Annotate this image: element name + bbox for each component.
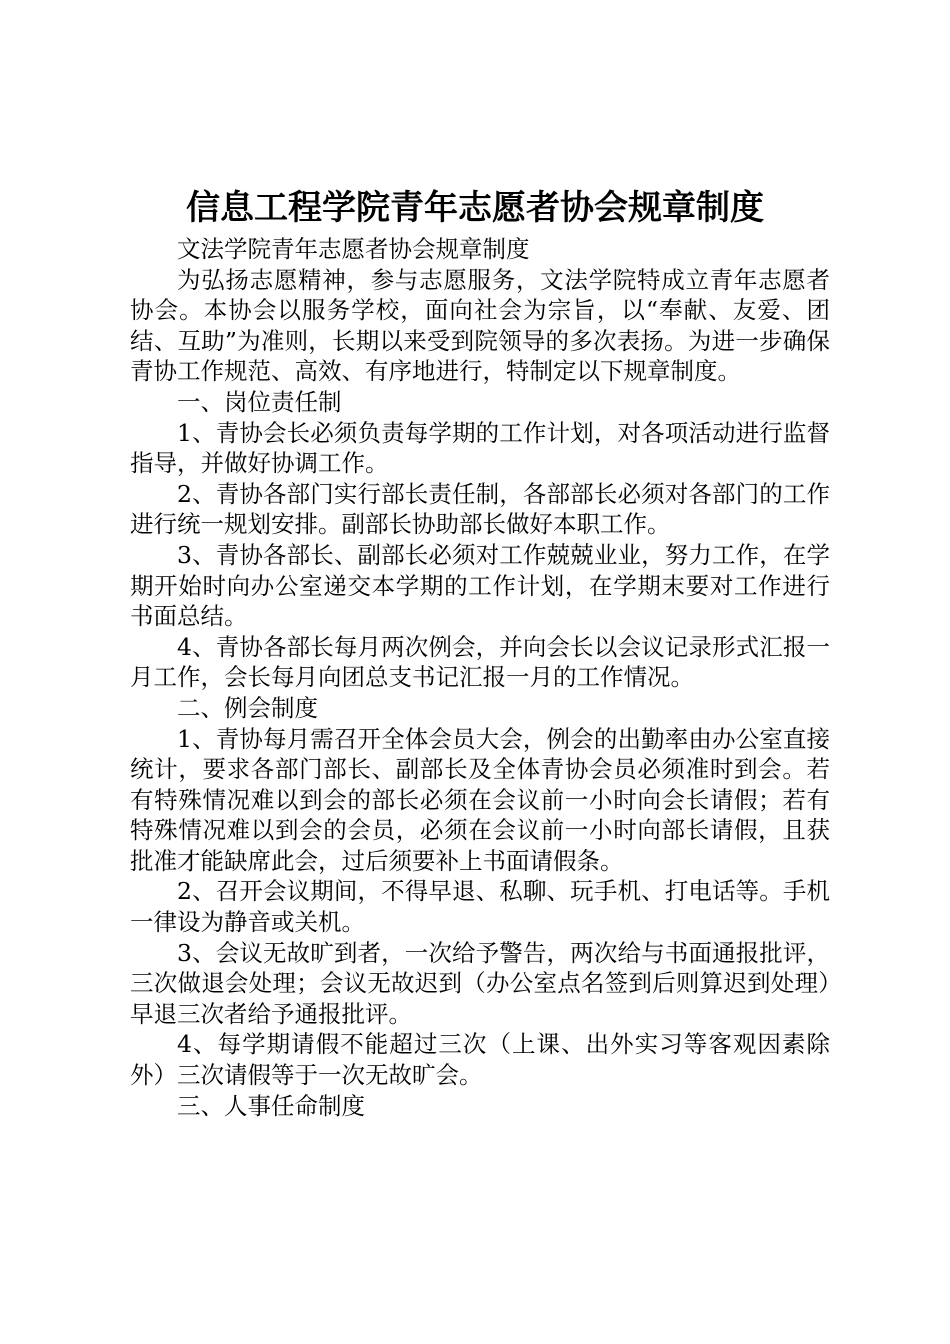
- document-body: [130, 234, 830, 1121]
- document-title: 信息工程学院青年志愿者协会规章制度: [186, 188, 764, 228]
- section-heading: 一、岗位责任制: [177, 387, 342, 416]
- body-paragraph: 为弘扬志愿精神，参与志愿服务，文法学院特成立青年志愿者协会。本协会以服务学校，面向社会为宗旨，以“奉献、友爱、团结、互助”为准则，长期以来受到院领导的多次表扬。为进一步确保青协工作规范、高效、有序地进行，特制定以下规章制度。: [130, 265, 830, 386]
- section-heading: 三、人事任命制度: [177, 1091, 365, 1120]
- body-paragraph: 2、青协各部门实行部长责任制，各部部长必须对各部门的工作进行统一规划安排。副部长协助部长做好本职工作。: [130, 479, 830, 539]
- body-paragraph: 1、青协每月需召开全体会员大会，例会的出勤率由办公室直接统计，要求各部门部长、副部长及全体青协会员必须准时到会。若有特殊情况难以到会的部长必须在会议前一小时向会长请假；若有特殊情况难以到会的会员，必须在会议前一小时向部长请假，且获批准才能缺席此会，过后须要补上书面请假条。: [130, 724, 830, 875]
- body-paragraph: 文法学院青年志愿者协会规章制度: [177, 235, 530, 263]
- body-paragraph: 4、青协各部长每月两次例会，并向会长以会议记录形式汇报一月工作，会长每月向团总支书记汇报一月的工作情况。: [130, 632, 830, 692]
- body-paragraph: 4、每学期请假不能超过三次（上课、出外实习等客观因素除外）三次请假等于一次无故旷会。: [130, 1030, 830, 1090]
- body-paragraph: 3、青协各部长、副部长必须对工作兢兢业业，努力工作，在学期开始时向办公室递交本学期的工作计划，在学期末要对工作进行书面总结。: [130, 540, 830, 631]
- section-heading: 二、例会制度: [177, 693, 318, 722]
- body-paragraph: 1、青协会长必须负责每学期的工作计划，对各项活动进行监督指导，并做好协调工作。: [130, 418, 830, 478]
- body-paragraph: 2、召开会议期间，不得早退、私聊、玩手机、打电话等。手机一律设为静音或关机。: [130, 877, 830, 937]
- body-paragraph: 3、会议无故旷到者，一次给予警告，两次给与书面通报批评，三次做退会处理；会议无故迟到（办公室点名签到后则算迟到处理）早退三次者给予通报批评。: [130, 938, 830, 1028]
